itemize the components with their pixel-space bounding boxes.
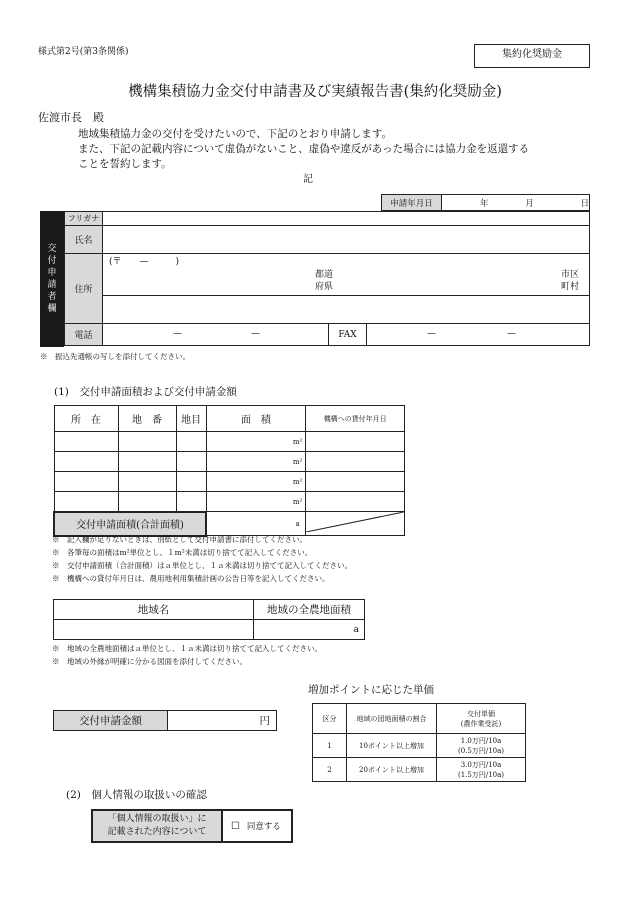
intro-line-2: また、下記の記載内容について虚偽がないこと、虚偽や違反があった場合には協力金を返還する	[78, 143, 530, 155]
header-category: 地目	[176, 406, 206, 432]
date-label: 申請年月日	[382, 195, 442, 211]
intro-text	[78, 127, 598, 172]
region-table	[53, 599, 365, 640]
lease-date-cell[interactable]	[306, 492, 405, 512]
region-name-field[interactable]	[54, 620, 254, 640]
points-header-ratio: 地域の団地面積の割合	[347, 704, 437, 734]
lot-cell[interactable]	[118, 492, 176, 512]
diagonal-cell	[306, 512, 405, 536]
prefecture-label	[315, 269, 333, 293]
category-cell[interactable]	[176, 452, 206, 472]
header-area: 面 積	[206, 406, 306, 432]
header-lease-date: 機構への貸付年月日	[306, 406, 405, 432]
points-header-kubun: 区分	[313, 704, 347, 734]
addressee: 佐渡市長 殿	[38, 111, 104, 124]
category-cell[interactable]	[176, 472, 206, 492]
note-line: ※ 地域の外縁が明確に分かる図面を添付してください。	[52, 657, 247, 666]
side-char: 請	[47, 280, 57, 290]
unit-a: a	[290, 512, 306, 536]
table-row	[54, 472, 405, 492]
header-location: 所 在	[54, 406, 118, 432]
category-cell[interactable]	[176, 432, 206, 452]
privacy-label-line: 記載された内容について	[107, 827, 207, 837]
name-field[interactable]	[103, 226, 590, 254]
amount-label: 交付申請金額	[54, 711, 168, 731]
fax-dash: —	[427, 329, 436, 339]
price-cell	[437, 734, 526, 758]
kubun-cell: 2	[313, 758, 347, 782]
fax-field[interactable]	[367, 324, 590, 346]
choson-label: 町村	[560, 281, 579, 292]
points-table	[312, 703, 526, 782]
address-label: 住所	[65, 254, 103, 324]
kubun-cell: 1	[313, 734, 347, 758]
unit-m2: m²	[290, 432, 306, 452]
area-cell[interactable]	[206, 492, 290, 512]
category-cell[interactable]	[176, 492, 206, 512]
table-row	[313, 734, 526, 758]
total-area-label: 交付申請面積(合計面積)	[54, 512, 206, 536]
side-char: 欄	[47, 304, 57, 314]
unit-m2: m²	[290, 472, 306, 492]
unit-a: a	[349, 620, 365, 640]
area-cell[interactable]	[206, 472, 290, 492]
intro-line-1: 地域集積協力金の交付を受けたいので、下記のとおり申請します。	[78, 128, 392, 140]
lot-cell[interactable]	[118, 432, 176, 452]
phone-field[interactable]	[103, 324, 329, 346]
furigana-label: フリガナ	[65, 212, 103, 226]
day-label: 日	[580, 198, 589, 209]
note-line: ※ 各筆毎の面積はm²単位とし、１m²未満は切り捨てて記入してください。	[52, 548, 313, 557]
name-label: 氏名	[65, 226, 103, 254]
price-main: 1.0万円/10a	[460, 736, 502, 745]
note-line: ※ 記入欄が足りないときは、別紙として交付申請書に添付してください。	[52, 535, 307, 544]
month-label: 月	[525, 198, 534, 209]
phone-dash: —	[173, 329, 182, 339]
table-row	[54, 452, 405, 472]
unit-m2: m²	[290, 492, 306, 512]
applicant-table	[64, 211, 590, 346]
phone-dash: —	[251, 329, 260, 339]
privacy-agree-cell	[222, 810, 292, 842]
agree-checkbox[interactable]: ☐	[231, 821, 240, 832]
page-title: 機構集積協力金交付申請書及び実績報告書(集約化奨励金)	[128, 84, 502, 100]
table-row	[54, 492, 405, 512]
todo-label: 都道	[315, 269, 334, 280]
city-label	[561, 269, 579, 293]
ki-mark: 記	[303, 174, 313, 185]
amount-table	[53, 710, 277, 731]
form-number: 様式第2号(第3条関係)	[38, 47, 129, 57]
points-title: 増加ポイントに応じた単価	[308, 684, 434, 696]
region-area-label: 地域の全農地面積	[254, 600, 365, 620]
side-char: 申	[47, 268, 57, 278]
amount-field[interactable]	[168, 711, 277, 731]
furigana-field[interactable]	[103, 212, 590, 226]
note-line: ※ 地域の全農地面積はａ単位とし、１ａ未満は切り捨てて記入してください。	[52, 644, 322, 653]
lease-date-cell[interactable]	[306, 452, 405, 472]
category-box: 集約化奨励金	[474, 44, 590, 68]
ratio-cell: 10ポイント以上増加	[347, 734, 437, 758]
table-row	[54, 432, 405, 452]
date-field[interactable]	[442, 195, 590, 211]
region-notes	[52, 642, 322, 668]
side-char: 者	[47, 292, 57, 302]
side-char: 付	[47, 256, 57, 266]
total-area-field[interactable]	[206, 512, 290, 536]
unit-m2: m²	[290, 452, 306, 472]
price-main: 3.0万円/10a	[460, 760, 502, 769]
yen-unit: 円	[259, 715, 270, 727]
points-header-price: 交付単価 (農作業受託)	[437, 704, 526, 734]
section2-title: (2) 個人情報の取扱いの確認	[66, 789, 207, 801]
shiku-label: 市区	[560, 269, 579, 280]
location-cell[interactable]	[54, 492, 118, 512]
header-lot: 地 番	[118, 406, 176, 432]
lease-date-cell[interactable]	[306, 432, 405, 452]
area-cell[interactable]	[206, 452, 290, 472]
price-cell	[437, 758, 526, 782]
intro-line-3: ことを誓約します。	[78, 158, 172, 170]
date-row	[381, 194, 590, 211]
location-cell[interactable]	[54, 452, 118, 472]
applicant-side-label	[40, 211, 64, 347]
privacy-table	[91, 809, 293, 843]
section1-title: (1) 交付申請面積および交付申請金額	[54, 386, 237, 398]
lease-date-cell[interactable]	[306, 472, 405, 492]
region-area-field[interactable]	[254, 620, 349, 640]
table-row	[313, 758, 526, 782]
price-sub: (0.5万円/10a)	[457, 746, 505, 755]
year-label: 年	[480, 198, 489, 209]
side-char: 交	[47, 244, 57, 254]
price-sub: (1.5万円/10a)	[457, 770, 505, 779]
location-cell[interactable]	[54, 472, 118, 492]
privacy-label	[92, 810, 222, 842]
address-field[interactable]	[103, 268, 590, 296]
postal-field[interactable]: (〒 — )	[103, 254, 590, 268]
note-passbook: ※ 振込先通帳の写しを添付してください。	[40, 352, 190, 361]
fax-dash: —	[507, 329, 516, 339]
area-cell[interactable]	[206, 432, 290, 452]
phone-label: 電話	[65, 324, 103, 346]
ratio-cell: 20ポイント以上増加	[347, 758, 437, 782]
privacy-label-line: 「個人情報の取扱い」に	[107, 814, 207, 824]
address-line2-field[interactable]	[103, 296, 590, 324]
region-name-label: 地域名	[54, 600, 254, 620]
note-line: ※ 機構への貸付年月日は、農用地利用集積計画の公告日等を記入してください。	[52, 574, 330, 583]
diagonal-line	[306, 512, 404, 532]
parcel-table	[53, 405, 405, 537]
lot-cell[interactable]	[118, 452, 176, 472]
agree-label: 同意する	[246, 822, 281, 832]
location-cell[interactable]	[54, 432, 118, 452]
fax-label: FAX	[329, 324, 367, 346]
note-line: ※ 交付申請面積（合計面積）はａ単位とし、１ａ未満は切り捨てて記入してください。	[52, 561, 352, 570]
fuken-label: 府県	[315, 281, 334, 292]
section1-notes	[52, 533, 352, 585]
lot-cell[interactable]	[118, 472, 176, 492]
